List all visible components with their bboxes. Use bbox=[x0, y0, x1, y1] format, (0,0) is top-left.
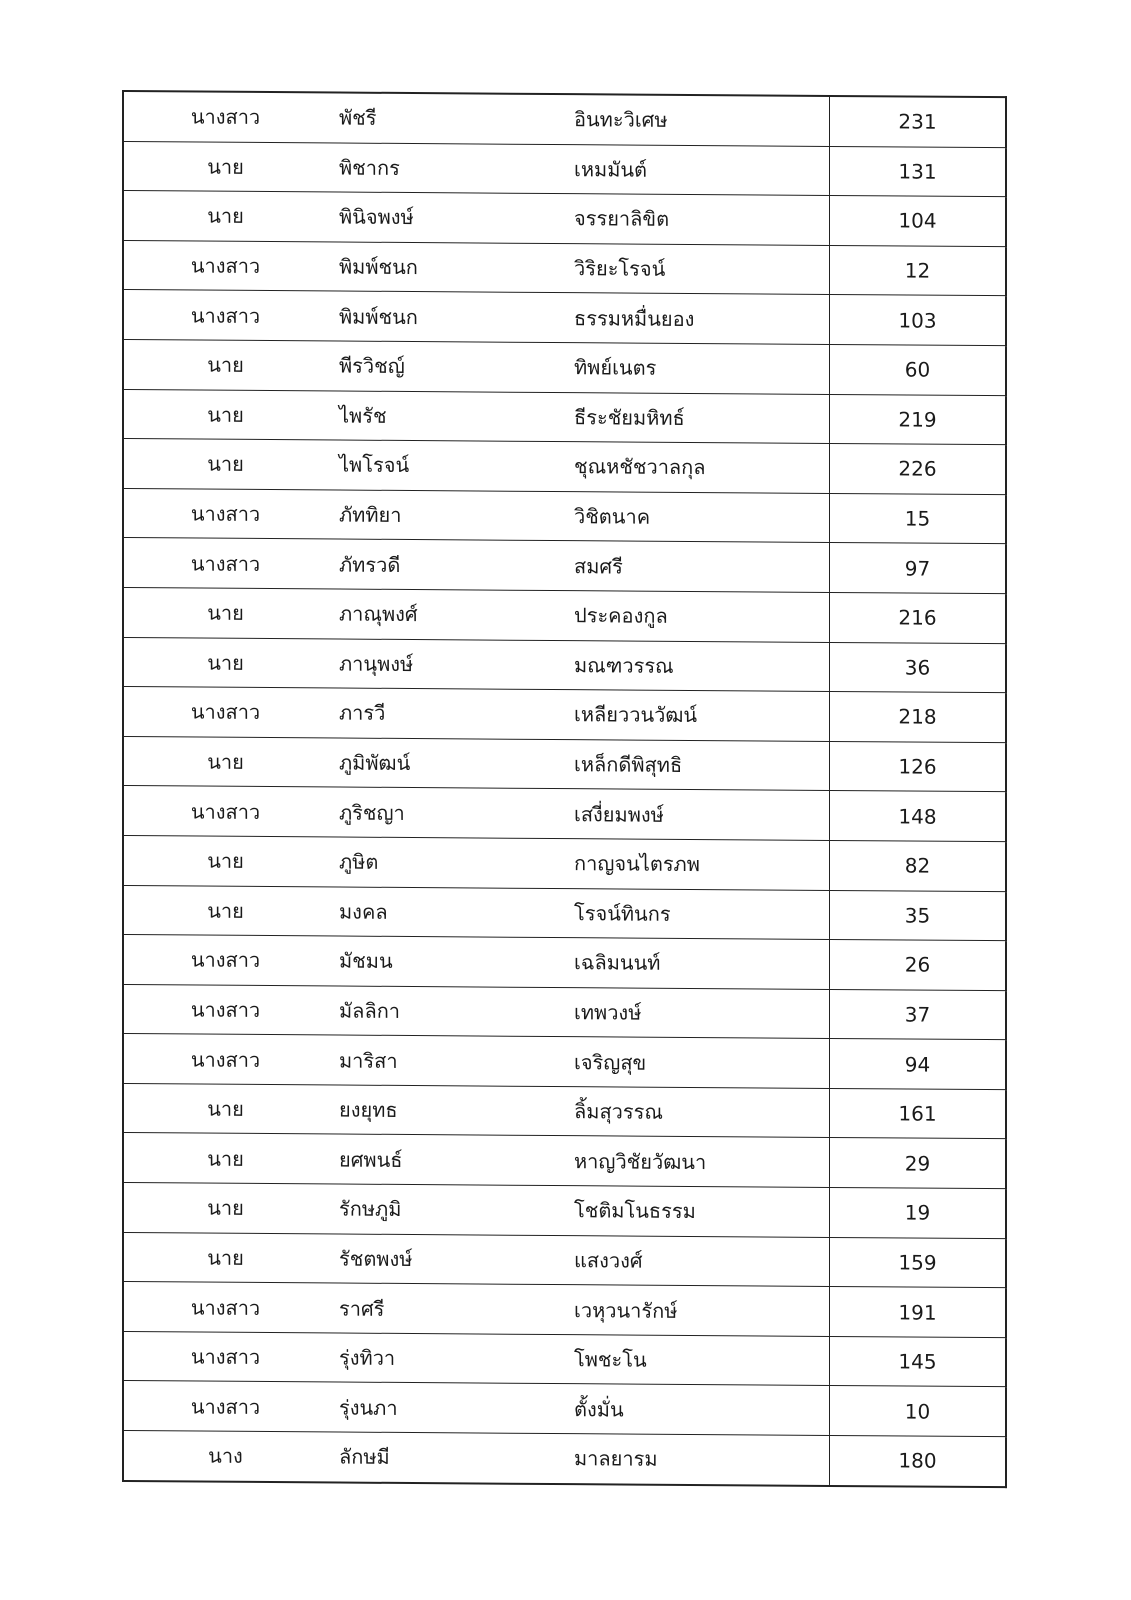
title-text: นาย bbox=[207, 650, 244, 675]
number-text: 94 bbox=[904, 1052, 931, 1077]
last-name-text: เสงี่ยมพงษ์ bbox=[574, 801, 664, 827]
title-text: นางสาว bbox=[190, 1394, 261, 1419]
number-cell bbox=[830, 1039, 1007, 1090]
table-row bbox=[123, 935, 1006, 991]
title-cell bbox=[123, 1133, 339, 1184]
number-text: 131 bbox=[898, 159, 937, 184]
number-text: 37 bbox=[904, 1002, 931, 1027]
first-name-cell bbox=[339, 787, 574, 838]
last-name-cell bbox=[574, 739, 830, 790]
last-name-cell bbox=[574, 690, 830, 741]
last-name-text: ทิพย์เนตร bbox=[574, 355, 657, 380]
title-cell bbox=[123, 488, 339, 539]
table-row bbox=[123, 1381, 1006, 1437]
first-name-text: ยงยุทธ bbox=[339, 1097, 398, 1123]
first-name-cell bbox=[339, 143, 574, 194]
last-name-text: สมศรี bbox=[574, 553, 623, 579]
first-name-text: พีรวิชญ์ bbox=[339, 353, 405, 379]
number-cell bbox=[830, 1287, 1007, 1338]
first-name-text: มัชมน bbox=[339, 948, 393, 974]
title-text: นาย bbox=[207, 749, 244, 774]
table-row bbox=[123, 439, 1006, 495]
last-name-text: โพชะโน bbox=[574, 1347, 647, 1372]
table-row bbox=[123, 141, 1006, 197]
number-text: 36 bbox=[904, 655, 931, 680]
first-name-cell bbox=[339, 93, 574, 145]
title-text: นางสาว bbox=[190, 303, 261, 328]
first-name-text: พิมพ์ชนก bbox=[339, 254, 418, 280]
title-text: นางสาว bbox=[190, 947, 261, 973]
number-cell bbox=[830, 493, 1007, 544]
title-text: นาย bbox=[207, 898, 244, 923]
number-text: 180 bbox=[898, 1448, 937, 1474]
first-name-text: พิมพ์ชนก bbox=[339, 304, 418, 329]
number-text: 126 bbox=[898, 754, 937, 779]
title-text: นาย bbox=[207, 600, 244, 626]
last-name-cell bbox=[574, 1334, 830, 1385]
last-name-cell bbox=[574, 293, 830, 344]
number-cell bbox=[830, 1237, 1007, 1288]
table-row bbox=[123, 786, 1006, 842]
last-name-text: เฉลิมนนท์ bbox=[574, 950, 661, 976]
title-cell bbox=[123, 786, 339, 837]
title-cell bbox=[123, 687, 339, 738]
first-name-cell bbox=[339, 837, 574, 888]
last-name-cell bbox=[574, 541, 830, 592]
title-cell bbox=[123, 885, 339, 936]
first-name-text: พินิจพงษ์ bbox=[339, 204, 414, 230]
table-row bbox=[123, 835, 1006, 891]
table-row bbox=[123, 191, 1006, 247]
first-name-cell bbox=[339, 1085, 574, 1136]
number-cell bbox=[830, 344, 1007, 395]
last-name-cell bbox=[574, 1087, 830, 1138]
first-name-text: ภานุพงษ์ bbox=[339, 651, 414, 676]
first-name-text: ภูษิต bbox=[339, 849, 379, 874]
number-text: 148 bbox=[898, 804, 937, 829]
last-name-cell bbox=[574, 1434, 830, 1486]
title-text: นาย bbox=[207, 1146, 244, 1171]
first-name-cell bbox=[339, 688, 574, 739]
title-text: นาย bbox=[207, 1096, 244, 1122]
last-name-cell bbox=[574, 888, 830, 939]
title-cell bbox=[123, 339, 339, 390]
number-text: 145 bbox=[898, 1349, 937, 1374]
table-row bbox=[123, 91, 1006, 147]
last-name-text: เทพวงษ์ bbox=[574, 1000, 642, 1025]
title-cell bbox=[123, 91, 339, 143]
table-row bbox=[123, 1083, 1006, 1139]
last-name-cell bbox=[574, 1235, 830, 1286]
first-name-text: พิชากร bbox=[339, 155, 400, 180]
title-text: นางสาว bbox=[190, 501, 261, 527]
first-name-text: ราศรี bbox=[339, 1296, 385, 1321]
last-name-text: วิชิตนาค bbox=[574, 504, 651, 529]
table-row bbox=[123, 587, 1006, 643]
first-name-text: ภูมิพัฒน์ bbox=[339, 750, 411, 776]
last-name-text: กาญจนไตรภพ bbox=[574, 851, 700, 877]
first-name-text: พัชรี bbox=[339, 105, 377, 131]
number-cell bbox=[830, 245, 1007, 296]
last-name-text: หาญวิชัยวัฒนา bbox=[574, 1148, 707, 1174]
last-name-text: เหลียววนวัฒน์ bbox=[574, 702, 698, 728]
table-row bbox=[123, 290, 1006, 346]
last-name-cell bbox=[574, 789, 830, 840]
number-cell bbox=[830, 1435, 1007, 1486]
first-name-cell bbox=[339, 291, 574, 342]
first-name-cell bbox=[339, 1382, 574, 1433]
number-text: 219 bbox=[898, 407, 937, 432]
title-text: นางสาว bbox=[190, 997, 261, 1022]
number-text: 161 bbox=[898, 1101, 937, 1126]
first-name-cell bbox=[339, 1035, 574, 1086]
last-name-cell bbox=[574, 442, 830, 493]
first-name-text: มาริสา bbox=[339, 1048, 398, 1073]
number-text: 216 bbox=[898, 605, 937, 630]
last-name-text: ตั้งมั่น bbox=[574, 1396, 624, 1422]
number-text: 29 bbox=[904, 1151, 931, 1176]
table-row bbox=[123, 1034, 1006, 1090]
table-row bbox=[123, 240, 1006, 296]
last-name-cell bbox=[574, 194, 830, 245]
last-name-text: ธรรมหมื่นยอง bbox=[574, 305, 695, 331]
title-text: นางสาว bbox=[190, 1344, 261, 1370]
first-name-text: ภูริชญา bbox=[339, 800, 405, 825]
last-name-cell bbox=[574, 1136, 830, 1187]
first-name-cell bbox=[339, 192, 574, 243]
number-cell bbox=[830, 96, 1007, 147]
number-text: 104 bbox=[898, 208, 937, 234]
table-row bbox=[123, 389, 1006, 445]
number-text: 103 bbox=[898, 308, 937, 333]
title-text: นาย bbox=[207, 452, 244, 477]
title-cell bbox=[123, 835, 339, 886]
number-cell bbox=[830, 791, 1007, 842]
title-cell bbox=[123, 290, 339, 341]
first-name-cell bbox=[339, 986, 574, 1037]
last-name-text: ชุณหชัชวาลกุล bbox=[574, 454, 706, 480]
table-row bbox=[123, 339, 1006, 395]
last-name-cell bbox=[574, 94, 830, 146]
number-text: 231 bbox=[898, 109, 937, 134]
first-name-cell bbox=[339, 1432, 574, 1484]
title-cell bbox=[123, 637, 339, 688]
last-name-cell bbox=[574, 1384, 830, 1435]
number-text: 97 bbox=[904, 556, 931, 581]
title-text: นาย bbox=[207, 154, 244, 179]
last-name-cell bbox=[574, 343, 830, 394]
last-name-text: เหมมันต์ bbox=[574, 157, 648, 182]
number-cell bbox=[830, 1336, 1007, 1387]
last-name-text: มาลยารม bbox=[574, 1446, 658, 1472]
first-name-cell bbox=[339, 1333, 574, 1384]
table-row bbox=[123, 1331, 1006, 1387]
number-cell bbox=[830, 1138, 1007, 1189]
number-text: 19 bbox=[904, 1200, 931, 1226]
number-cell bbox=[830, 989, 1007, 1040]
title-cell bbox=[123, 984, 339, 1035]
title-text: นาย bbox=[207, 1195, 244, 1221]
first-name-cell bbox=[339, 490, 574, 541]
number-text: 218 bbox=[898, 704, 937, 730]
name-list-table bbox=[122, 90, 1007, 1488]
number-cell bbox=[830, 1088, 1007, 1139]
last-name-cell bbox=[574, 392, 830, 443]
table-row bbox=[123, 885, 1006, 941]
title-cell bbox=[123, 1381, 339, 1432]
title-cell bbox=[123, 1431, 339, 1483]
first-name-text: ภัทรวดี bbox=[339, 552, 401, 577]
number-text: 12 bbox=[904, 258, 931, 283]
number-cell bbox=[830, 890, 1007, 941]
table-row bbox=[123, 687, 1006, 743]
title-text: นางสาว bbox=[190, 1047, 261, 1072]
first-name-text: รุ่งทิวา bbox=[339, 1345, 396, 1371]
last-name-text: จรรยาลิขิต bbox=[574, 206, 670, 232]
title-cell bbox=[123, 240, 339, 291]
first-name-text: รุ่งนภา bbox=[339, 1395, 398, 1420]
last-name-cell bbox=[574, 144, 830, 195]
number-text: 191 bbox=[898, 1299, 937, 1325]
number-text: 26 bbox=[904, 952, 931, 978]
last-name-text: มณฑวรรณ bbox=[574, 652, 674, 678]
table-row bbox=[123, 1431, 1006, 1487]
first-name-text: ภารวี bbox=[339, 700, 386, 726]
first-name-cell bbox=[339, 1283, 574, 1334]
title-cell bbox=[123, 389, 339, 440]
number-text: 82 bbox=[904, 853, 931, 878]
last-name-text: ประคองกูล bbox=[574, 603, 668, 629]
last-name-text: เจริญสุข bbox=[574, 1049, 647, 1075]
last-name-text: โรจน์ทินกร bbox=[574, 900, 671, 926]
number-text: 15 bbox=[904, 506, 931, 531]
number-text: 60 bbox=[904, 357, 931, 382]
first-name-text: มัลลิกา bbox=[339, 998, 401, 1023]
number-cell bbox=[830, 444, 1007, 495]
title-text: นางสาว bbox=[190, 799, 261, 824]
first-name-cell bbox=[339, 242, 574, 293]
first-name-cell bbox=[339, 639, 574, 690]
last-name-cell bbox=[574, 938, 830, 989]
first-name-cell bbox=[339, 738, 574, 789]
title-cell bbox=[123, 439, 339, 490]
first-name-cell bbox=[339, 440, 574, 491]
title-cell bbox=[123, 736, 339, 787]
table-row bbox=[123, 488, 1006, 544]
number-cell bbox=[830, 1188, 1007, 1239]
number-cell bbox=[830, 295, 1007, 346]
first-name-cell bbox=[339, 589, 574, 640]
last-name-cell bbox=[574, 1186, 830, 1237]
table-row bbox=[123, 1232, 1006, 1288]
last-name-text: แสงวงศ์ bbox=[574, 1248, 643, 1273]
title-text: นางสาว bbox=[190, 1295, 261, 1320]
table-row bbox=[123, 1282, 1006, 1338]
first-name-text: ภัททิยา bbox=[339, 502, 402, 527]
title-cell bbox=[123, 1331, 339, 1382]
number-cell bbox=[830, 940, 1007, 991]
number-cell bbox=[830, 840, 1007, 891]
first-name-text: มงคล bbox=[339, 899, 388, 924]
last-name-cell bbox=[574, 491, 830, 542]
number-text: 10 bbox=[904, 1399, 931, 1424]
number-cell bbox=[830, 394, 1007, 445]
first-name-cell bbox=[339, 1184, 574, 1235]
number-cell bbox=[830, 741, 1007, 792]
first-name-text: ยศพนธ์ bbox=[339, 1147, 403, 1172]
title-cell bbox=[123, 587, 339, 638]
title-text: นางสาว bbox=[190, 253, 261, 279]
last-name-cell bbox=[574, 640, 830, 691]
number-cell bbox=[830, 543, 1007, 594]
first-name-cell bbox=[339, 887, 574, 938]
title-cell bbox=[123, 191, 339, 242]
table-row bbox=[123, 984, 1006, 1040]
last-name-text: เวหุวนารักษ์ bbox=[574, 1297, 678, 1323]
first-name-text: ภาณุพงศ์ bbox=[339, 601, 418, 627]
title-cell bbox=[123, 1282, 339, 1333]
table-row bbox=[123, 538, 1006, 594]
title-text: นางสาว bbox=[190, 104, 261, 130]
first-name-text: รักษภูมิ bbox=[339, 1196, 402, 1222]
title-cell bbox=[123, 141, 339, 192]
title-cell bbox=[123, 1083, 339, 1134]
table-row bbox=[123, 1133, 1006, 1189]
last-name-cell bbox=[574, 1285, 830, 1336]
first-name-text: ไพโรจน์ bbox=[339, 452, 410, 478]
number-cell bbox=[830, 592, 1007, 643]
last-name-text: ลิ้มสุวรรณ bbox=[574, 1099, 663, 1124]
number-cell bbox=[830, 196, 1007, 247]
first-name-text: ไพรัช bbox=[339, 403, 387, 428]
number-cell bbox=[830, 692, 1007, 743]
last-name-cell bbox=[574, 839, 830, 890]
title-text: นางสาว bbox=[190, 699, 261, 725]
last-name-text: อินทะวิเศษ bbox=[574, 107, 668, 133]
number-cell bbox=[830, 146, 1007, 197]
number-text: 226 bbox=[898, 456, 937, 482]
number-text: 159 bbox=[898, 1250, 937, 1275]
title-cell bbox=[123, 935, 339, 986]
first-name-cell bbox=[339, 1234, 574, 1285]
first-name-text: รัชตพงษ์ bbox=[339, 1246, 413, 1271]
last-name-cell bbox=[574, 591, 830, 642]
title-text: นาง bbox=[208, 1443, 243, 1469]
table-row bbox=[123, 736, 1006, 792]
title-text: นาย bbox=[207, 204, 244, 229]
last-name-text: เหล็กดีพิสุทธิ bbox=[574, 752, 683, 777]
last-name-cell bbox=[574, 987, 830, 1038]
last-name-text: วิริยะโรจน์ bbox=[574, 256, 666, 281]
last-name-text: โชติมโนธรรม bbox=[574, 1198, 696, 1224]
title-text: นาย bbox=[207, 352, 244, 378]
last-name-text: ธีระชัยมหิทธ์ bbox=[574, 405, 685, 430]
table-row bbox=[123, 1183, 1006, 1239]
first-name-cell bbox=[339, 341, 574, 392]
first-name-cell bbox=[339, 1134, 574, 1185]
title-text: นางสาว bbox=[190, 551, 261, 576]
title-text: นาย bbox=[207, 848, 244, 874]
first-name-cell bbox=[339, 539, 574, 590]
last-name-cell bbox=[574, 1037, 830, 1088]
last-name-cell bbox=[574, 243, 830, 294]
title-text: นาย bbox=[207, 402, 244, 427]
number-cell bbox=[830, 1386, 1007, 1437]
table-body bbox=[123, 91, 1006, 1487]
number-text: 35 bbox=[904, 903, 931, 928]
table-row bbox=[123, 637, 1006, 693]
first-name-text: ลักษมี bbox=[339, 1444, 390, 1470]
number-cell bbox=[830, 642, 1007, 693]
first-name-cell bbox=[339, 391, 574, 442]
title-cell bbox=[123, 1183, 339, 1234]
first-name-cell bbox=[339, 936, 574, 987]
title-cell bbox=[123, 1232, 339, 1283]
title-cell bbox=[123, 538, 339, 589]
title-text: นาย bbox=[207, 1245, 244, 1270]
title-cell bbox=[123, 1034, 339, 1085]
